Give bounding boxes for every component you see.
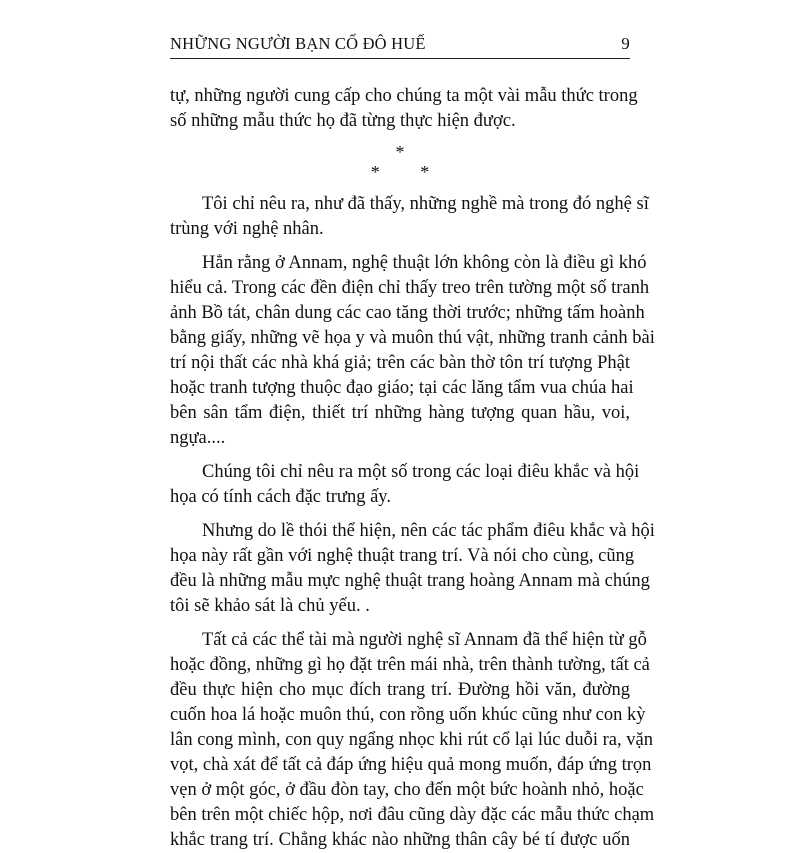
text-line: trùng với nghệ nhân.	[170, 219, 324, 239]
text-line: ngựa....	[170, 428, 226, 448]
text-line: hiểu cả. Trong các đền điện chỉ thấy treo trên tường một số tranh	[170, 278, 650, 298]
text-line: tôi sẽ khảo sát là chủ yếu. .	[170, 596, 370, 616]
text-line: Nhưng do lề thói thể hiện, nên các tác phẩm điêu khắc và hội	[202, 521, 655, 541]
header-rule	[170, 58, 630, 59]
paragraph-6	[170, 628, 655, 853]
paragraph-5	[170, 519, 655, 619]
paragraph-2	[170, 192, 649, 242]
body-text	[170, 84, 655, 853]
text-line: khắc trang trí. Chẳng khác nào những thân cây bé tí được uốn	[170, 830, 630, 850]
text-line: bên sân tẩm điện, thiết trí những hàng tượng quan hầu, voi,	[170, 403, 630, 423]
text-line: đều thực hiện cho mục đích trang trí. Đường hồi văn, đường	[170, 680, 630, 700]
text-line: lân cong mình, con quy ngẩng nhọc khi rút cổ lại lúc duỗi ra, vặn	[170, 730, 653, 750]
text-line: Tất cả các thể tài mà người nghệ sĩ Annam đã thể hiện từ gỗ	[202, 630, 647, 650]
text-line: Chúng tôi chỉ nêu ra một số trong các loại điêu khắc và hội	[202, 462, 640, 482]
page-number: 9	[621, 34, 630, 53]
text-line: cuốn hoa lá hoặc muôn thú, con rồng uốn khúc cũng như con kỳ	[170, 705, 646, 725]
paragraph-4	[170, 460, 640, 510]
paragraph-1	[170, 84, 638, 134]
text-line: số những mẫu thức họ đã từng thực hiện được.	[170, 111, 516, 131]
text-line: Hẳn rằng ở Annam, nghệ thuật lớn không còn là điều gì khó	[202, 253, 647, 273]
text-line: đều là những mẫu mực nghệ thuật trang hoàng Annam mà chúng	[170, 571, 650, 591]
section-separator	[170, 142, 630, 182]
header-title: NHỮNG NGƯỜI BẠN CỐ ĐÔ HUẾ	[170, 34, 426, 53]
text-line: bằng giấy, những vẽ họa y và muôn thú vật, những tranh cảnh bài	[170, 328, 655, 348]
text-line: vọt, chà xát để tất cả đáp ứng hiệu quả mong muốn, đáp ứng trọn	[170, 755, 652, 775]
text-line: hoặc đồng, những gì họ đặt trên mái nhà, trên thành tường, tất cả	[170, 655, 650, 675]
text-line: họa có tính cách đặc trưng ấy.	[170, 487, 391, 507]
text-line: hoặc tranh tượng thuộc đạo giáo; tại các lăng tẩm vua chúa hai	[170, 378, 634, 398]
text-line: tự, những người cung cấp cho chúng ta một vài mẫu thức trong	[170, 86, 638, 106]
paragraph-3	[170, 251, 655, 451]
separator-row-2: * *	[370, 162, 448, 182]
text-line: họa này rất gần với nghệ thuật trang trí. Và nói cho cùng, cũng	[170, 546, 635, 566]
text-line: Tôi chỉ nêu ra, như đã thấy, những nghề mà trong đó nghệ sĩ	[202, 194, 649, 214]
text-line: bên trên một chiếc hộp, nơi đâu cũng dày đặc các mẫu thức chạm	[170, 805, 655, 825]
separator-row-1: *	[395, 142, 405, 162]
text-line: trí nội thất các nhà khá giả; trên các bàn thờ tôn trí tượng Phật	[170, 353, 630, 373]
text-line: vẹn ở một góc, ở đầu đòn tay, cho đến một bức hoành nhỏ, hoặc	[170, 780, 644, 800]
running-header	[170, 34, 630, 58]
text-line: ảnh Bồ tát, chân dung các cao tăng thời trước; những tấm hoành	[170, 303, 645, 323]
